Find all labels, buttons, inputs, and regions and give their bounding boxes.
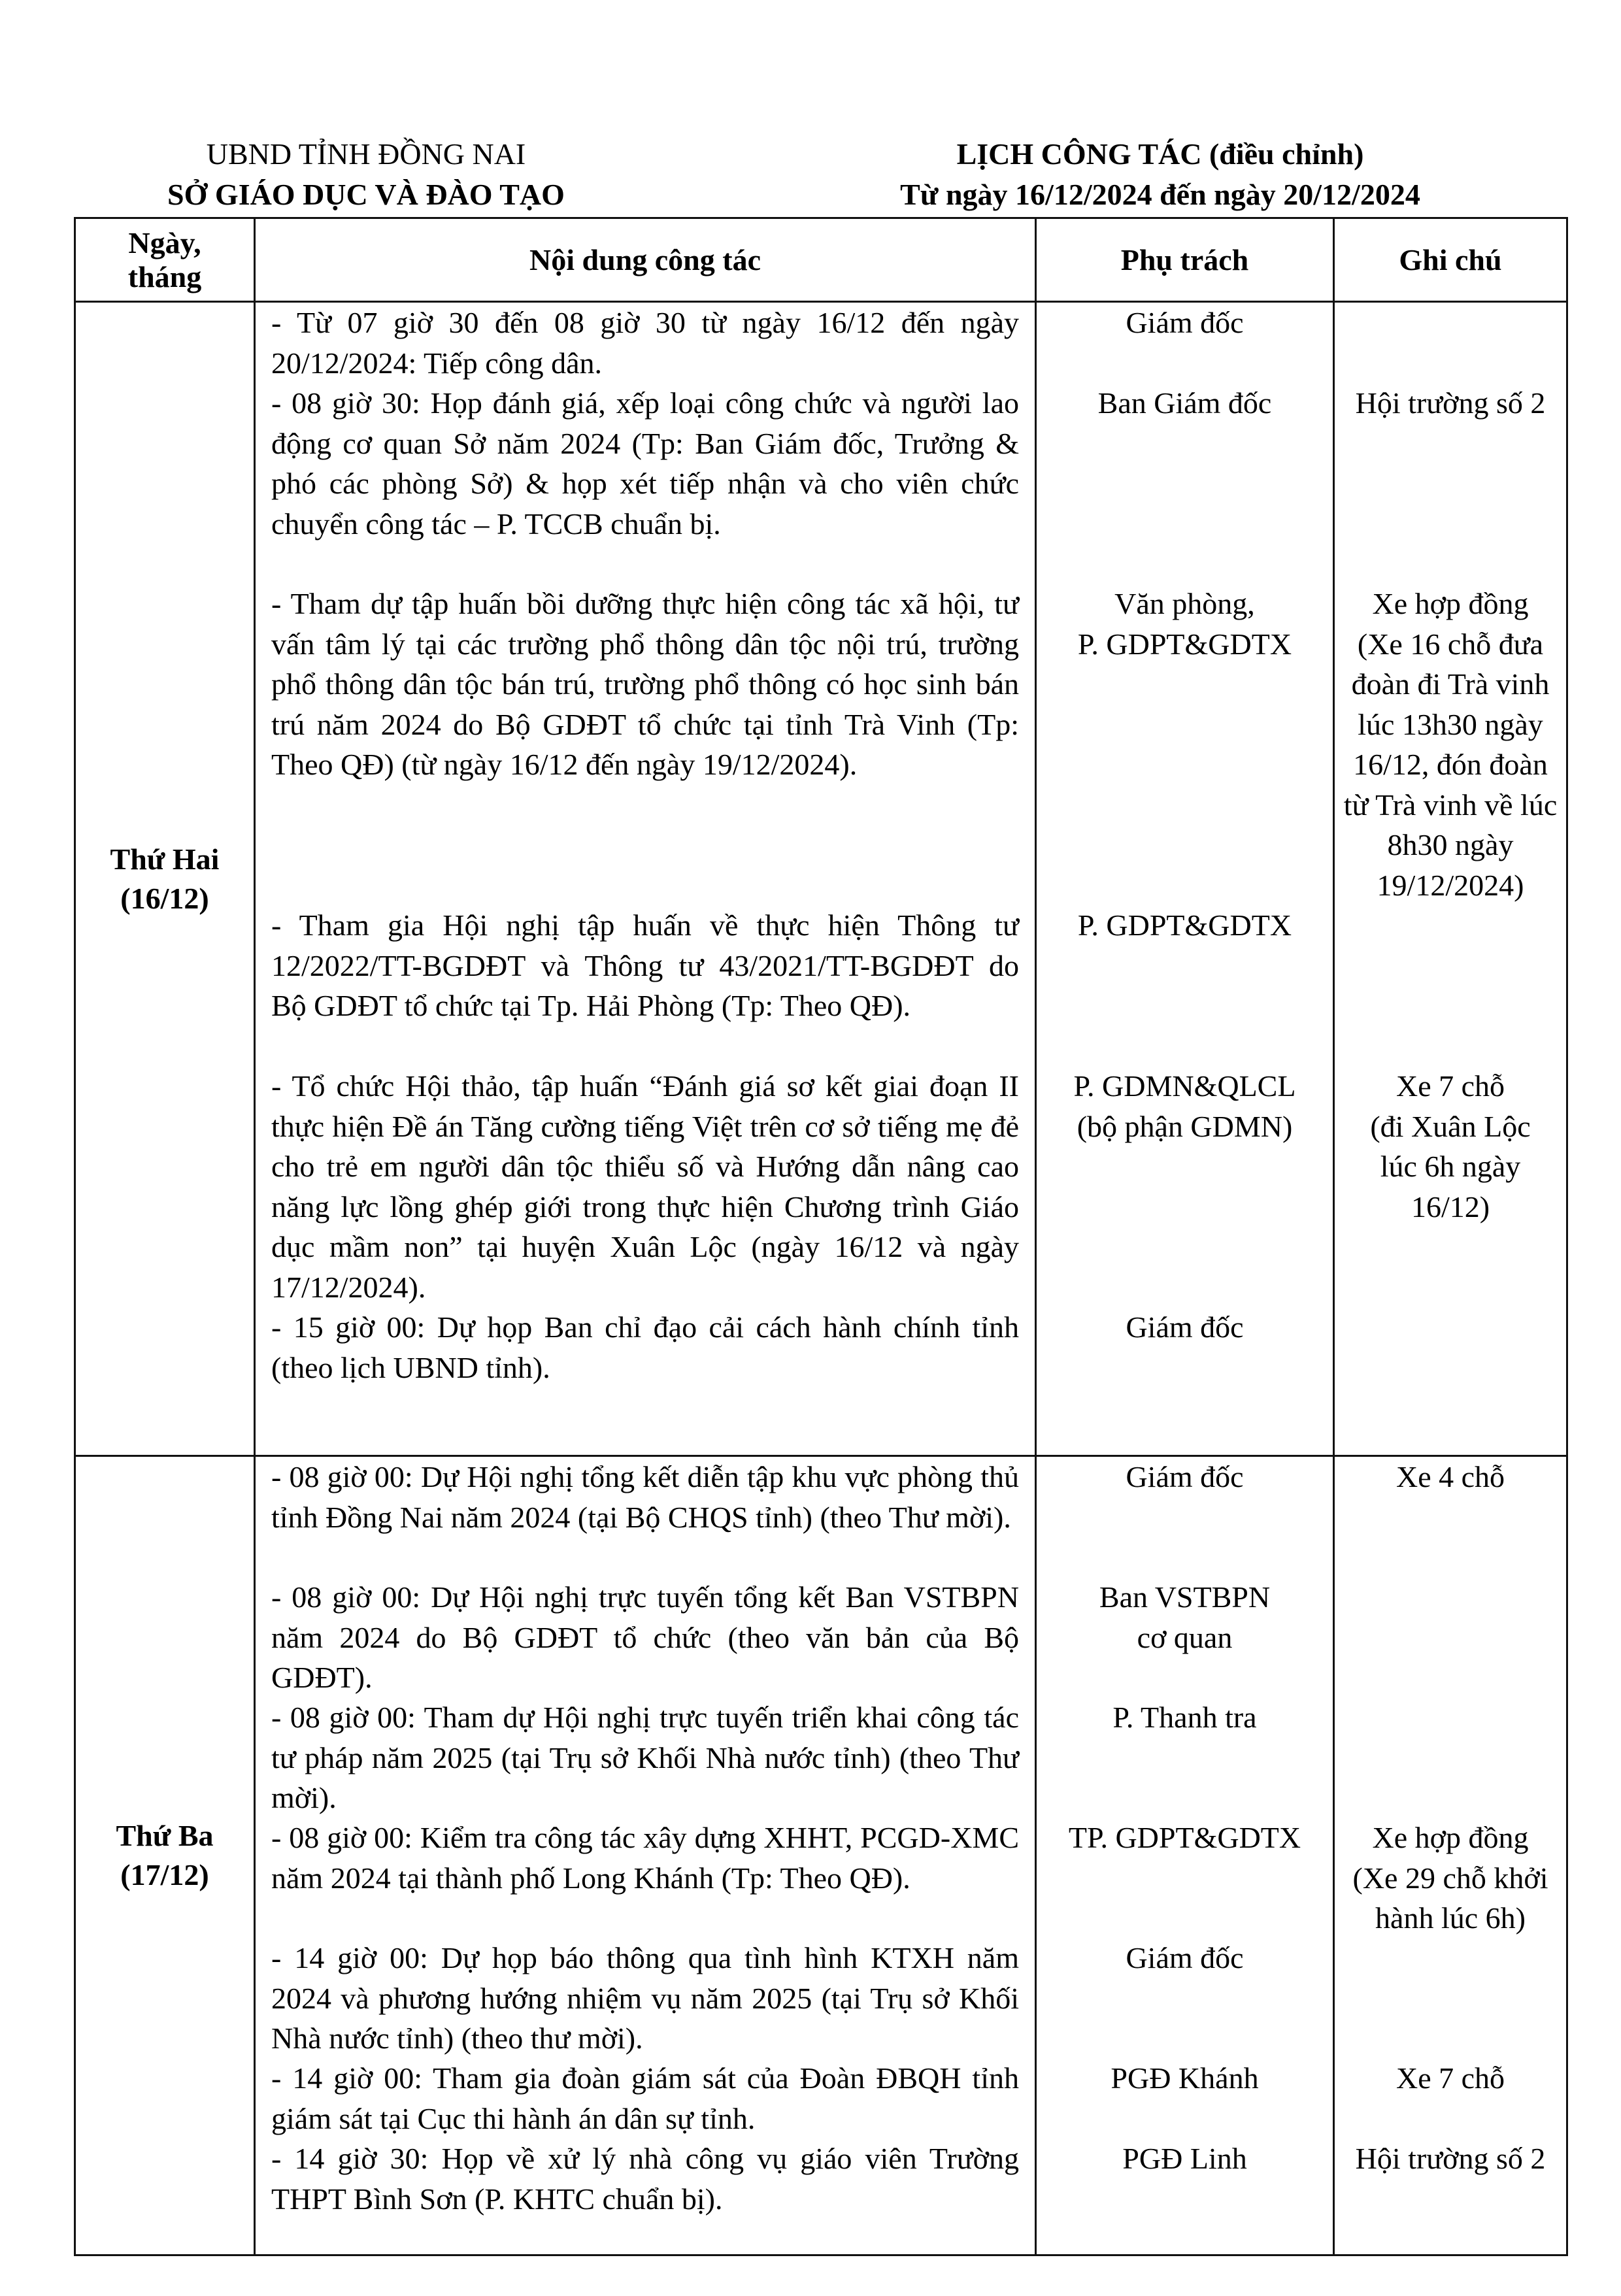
responsible-party: Giám đốc: [1126, 306, 1244, 339]
responsible-party: Ban Giám đốc: [1097, 386, 1272, 420]
note-text: [1335, 1307, 1566, 1388]
schedule-item: - 14 giờ 00: Tham gia đoàn giám sát của Đoàn ĐBQH tỉnh giám sát tại Cục thi hành án dân sự tỉnh.: [271, 2061, 1019, 2135]
content-cell: [255, 1456, 1036, 2255]
responsible-cell: [1036, 302, 1334, 1456]
date-range: Từ ngày 16/12/2024 đến ngày 20/12/2024: [900, 178, 1420, 211]
column-header-note: Ghi chú: [1334, 218, 1567, 302]
responsible-party: P. Thanh tra: [1112, 1701, 1257, 1734]
note-text: Hội trường số 2: [1355, 2142, 1546, 2175]
responsible-party: Giám đốc: [1126, 1460, 1244, 1493]
day-cell: [75, 1456, 255, 2255]
schedule-item: - 08 giờ 00: Dự Hội nghị tổng kết diễn tập khu vực phòng thủ tỉnh Đồng Nai năm 2024 (tại Bộ CHQS tỉnh) (theo Thư mời).: [271, 1460, 1019, 1534]
schedule-item: - Tham dự tập huấn bồi dưỡng thực hiện công tác xã hội, tư vấn tâm lý tại các trường phổ thông dân tộc nội trú, trường phổ thông dân tộc bán trú, trường phổ thông có học sinh bán trú năm 2024 do Bộ GDĐT tổ chức tại tỉnh Trà Vinh (Tp: Theo QĐ) (từ ngày 16/12 đến ngày 19/12/2024).: [271, 587, 1019, 781]
responsible-party: Giám đốc: [1126, 1310, 1244, 1344]
schedule-item: - 08 giờ 00: Tham dự Hội nghị trực tuyến triển khai công tác tư pháp năm 2025 (tại Trụ sở Khối Nhà nước tỉnh) (theo Thư mời).: [271, 1701, 1019, 1814]
content-cell: [255, 302, 1036, 1456]
responsible-party: PGĐ Khánh: [1111, 2061, 1259, 2095]
schedule-item: - 08 giờ 30: Họp đánh giá, xếp loại công chức và người lao động cơ quan Sở năm 2024 (Tp: Ban Giám đốc, Trưởng & phó các phòng Sở) & họp xét tiếp nhận và cho viên chức chuyển công tác – P. TCCB chuẩn bị.: [271, 386, 1019, 541]
schedule-item: - 15 giờ 00: Dự họp Ban chỉ đạo cải cách hành chính tỉnh (theo lịch UBND tỉnh).: [271, 1310, 1019, 1384]
schedule-item: - 14 giờ 00: Dự họp báo thông qua tình hình KTXH năm 2024 và phương hướng nhiệm vụ năm 2025 (tại Trụ sở Khối Nhà nước tỉnh) (theo thư mời).: [271, 1941, 1019, 2055]
note-cell: [1334, 302, 1567, 1456]
schedule-item: - 08 giờ 00: Dự Hội nghị trực tuyến tổng kết Ban VSTBPN năm 2024 do Bộ GDĐT tổ chức (theo văn bản của Bộ GDĐT).: [271, 1580, 1019, 1694]
note-text: Xe 7 chỗ (đi Xuân Lộc lúc 6h ngày 16/12): [1370, 1069, 1531, 1223]
responsible-party: Giám đốc: [1126, 1941, 1244, 1974]
note-text: Xe hợp đồng (Xe 16 chỗ đưa đoàn đi Trà vinh lúc 13h30 ngày 16/12, đón đoàn từ Trà vinh về lúc 8h30 ngày 19/12/2024): [1343, 587, 1558, 902]
day-name: Thứ Ba: [116, 1819, 214, 1852]
responsible-cell: [1036, 1456, 1334, 2255]
column-header-content: Nội dung công tác: [255, 218, 1036, 302]
province-name: UBND TỈNH ĐỒNG NAI: [206, 137, 526, 171]
schedule-item: - Tổ chức Hội thảo, tập huấn “Đánh giá sơ kết giai đoạn II thực hiện Đề án Tăng cường tiếng Việt trên cơ sở tiếng mẹ đẻ cho trẻ em người dân tộc thiểu số và Hướng dẫn nâng cao năng lực lồng ghép giới trong thực hiện Chương trình Giáo dục mầm non” tại huyện Xuân Lộc (ngày 16/12 và ngày 17/12/2024).: [271, 1069, 1019, 1304]
schedule-item: - 08 giờ 00: Kiểm tra công tác xây dựng XHHT, PCGD-XMC năm 2024 tại thành phố Long Khánh (Tp: Theo QĐ).: [271, 1821, 1019, 1895]
note-text: Xe 4 chỗ: [1395, 1460, 1505, 1493]
note-text: [1335, 1577, 1566, 1697]
schedule-item: - Tham gia Hội nghị tập huấn về thực hiện Thông tư 12/2022/TT-BGDĐT và Thông tư 43/2021/TT-BGDĐT do Bộ GDĐT tổ chức tại Tp. Hải Phòng (Tp: Theo QĐ).: [271, 908, 1019, 1022]
table-row: [75, 1456, 1567, 2255]
issuing-organization: [98, 134, 634, 215]
responsible-party: P. GDPT&GDTX: [1077, 908, 1292, 942]
column-header-date: Ngày, tháng: [75, 218, 255, 302]
day-cell: [75, 302, 255, 1456]
day-name: Thứ Hai: [110, 842, 220, 876]
column-header-responsible: Phụ trách: [1036, 218, 1334, 302]
responsible-party: Văn phòng, P. GDPT&GDTX: [1077, 587, 1292, 661]
table-header-row: [75, 218, 1567, 302]
responsible-party: Ban VSTBPN cơ quan: [1099, 1580, 1271, 1654]
note-text: [1335, 1697, 1566, 1818]
note-text: [1335, 905, 1566, 1066]
document-title: LỊCH CÔNG TÁC (điều chỉnh): [956, 137, 1364, 171]
responsible-party: PGĐ Linh: [1122, 2142, 1247, 2175]
note-text: Hội trường số 2: [1355, 386, 1546, 420]
schedule-item: - 14 giờ 30: Họp về xử lý nhà công vụ giáo viên Trường THPT Bình Sơn (P. KHTC chuẩn bị).: [271, 2142, 1019, 2216]
note-text: [1335, 1938, 1566, 2058]
table-row: [75, 302, 1567, 1456]
document-title-block: [794, 134, 1526, 215]
responsible-party: TP. GDPT&GDTX: [1068, 1821, 1301, 1854]
note-text: Xe 7 chỗ: [1395, 2061, 1505, 2095]
schedule-table: [74, 217, 1568, 2256]
department-name: SỞ GIÁO DỤC VÀ ĐÀO TẠO: [167, 178, 565, 211]
note-text: Xe hợp đồng (Xe 29 chỗ khởi hành lúc 6h): [1352, 1821, 1548, 1935]
schedule-item: - Từ 07 giờ 30 đến 08 giờ 30 từ ngày 16/12 đến ngày 20/12/2024: Tiếp công dân.: [271, 306, 1019, 380]
note-text: [1335, 303, 1566, 383]
responsible-party: P. GDMN&QLCL (bộ phận GDMN): [1073, 1069, 1296, 1143]
day-date: (16/12): [120, 881, 209, 915]
note-cell: [1334, 1456, 1567, 2255]
day-date: (17/12): [120, 1858, 209, 1891]
